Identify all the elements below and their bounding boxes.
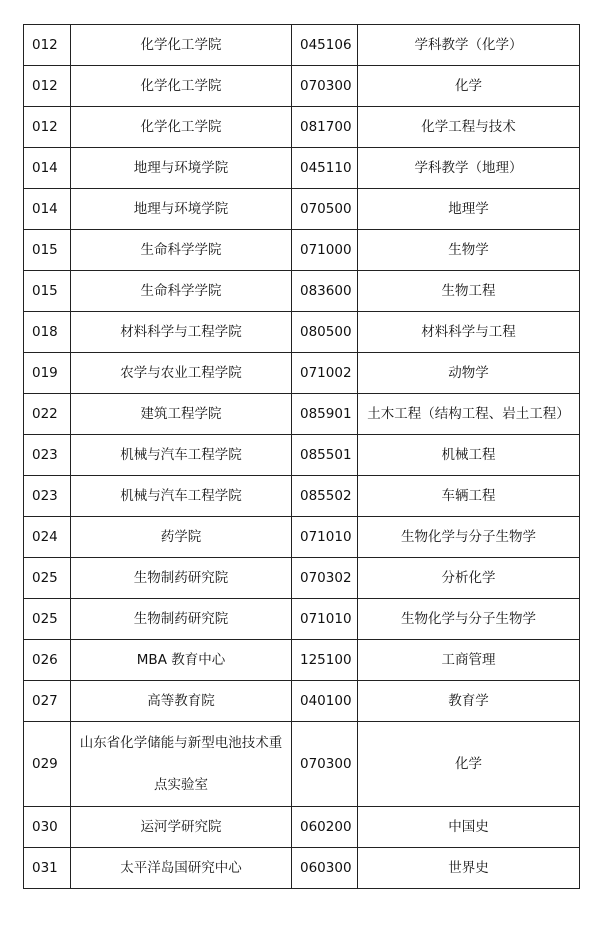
table-row [24,681,580,722]
table-row [24,107,580,148]
dept-name-cell: 化学化工学院 [71,25,292,66]
dept-code-cell: 018 [24,312,71,353]
dept-code-cell: 025 [24,599,71,640]
table-row [24,271,580,312]
major-code-cell: 045106 [292,25,358,66]
dept-code-cell: 025 [24,558,71,599]
major-code-cell: 071010 [292,599,358,640]
dept-code-cell: 029 [24,722,71,807]
major-code-cell: 060200 [292,807,358,848]
table-row [24,807,580,848]
major-code-cell: 085501 [292,435,358,476]
major-code-cell: 080500 [292,312,358,353]
table-row [24,435,580,476]
dept-code-cell: 024 [24,517,71,558]
major-name-cell: 化学 [358,66,580,107]
dept-name-cell: 运河学研究院 [71,807,292,848]
dept-code-cell: 030 [24,807,71,848]
major-code-cell: 060300 [292,848,358,889]
major-name-cell: 工商管理 [358,640,580,681]
dept-name-cell: MBA 教育中心 [71,640,292,681]
major-name-cell: 生物学 [358,230,580,271]
dept-code-cell: 012 [24,107,71,148]
major-name-cell: 机械工程 [358,435,580,476]
major-name-cell: 生物化学与分子生物学 [358,517,580,558]
dept-code-cell: 012 [24,66,71,107]
table-row [24,189,580,230]
major-code-cell: 085901 [292,394,358,435]
dept-name-cell: 山东省化学储能与新型电池技术重点实验室 [71,722,292,807]
table-row [24,640,580,681]
dept-code-cell: 027 [24,681,71,722]
dept-name-cell: 地理与环境学院 [71,189,292,230]
dept-name-cell: 机械与汽车工程学院 [71,476,292,517]
dept-code-cell: 022 [24,394,71,435]
table-row [24,848,580,889]
major-code-cell: 085502 [292,476,358,517]
dept-code-cell: 014 [24,148,71,189]
major-name-cell: 教育学 [358,681,580,722]
major-name-cell: 世界史 [358,848,580,889]
dept-code-cell: 014 [24,189,71,230]
table-row [24,517,580,558]
dept-name-cell: 材料科学与工程学院 [71,312,292,353]
dept-name-cell: 地理与环境学院 [71,148,292,189]
program-table [23,24,580,889]
dept-name-cell: 太平洋岛国研究中心 [71,848,292,889]
dept-name-cell: 药学院 [71,517,292,558]
table-row [24,25,580,66]
major-name-cell: 学科教学（化学） [358,25,580,66]
table-row [24,599,580,640]
major-name-cell: 动物学 [358,353,580,394]
major-name-cell: 车辆工程 [358,476,580,517]
major-code-cell: 125100 [292,640,358,681]
program-table-body [24,25,580,889]
dept-name-cell: 化学化工学院 [71,107,292,148]
table-row [24,148,580,189]
dept-code-cell: 023 [24,435,71,476]
table-row [24,66,580,107]
table-row [24,312,580,353]
table-row [24,722,580,807]
dept-code-cell: 015 [24,271,71,312]
dept-name-cell: 化学化工学院 [71,66,292,107]
major-name-cell: 地理学 [358,189,580,230]
table-row [24,230,580,271]
major-code-cell: 070300 [292,722,358,807]
major-code-cell: 070302 [292,558,358,599]
dept-code-cell: 023 [24,476,71,517]
dept-code-cell: 031 [24,848,71,889]
major-code-cell: 045110 [292,148,358,189]
major-name-cell: 学科教学（地理） [358,148,580,189]
table-row [24,558,580,599]
major-code-cell: 070300 [292,66,358,107]
dept-name-cell: 机械与汽车工程学院 [71,435,292,476]
dept-name-cell: 高等教育院 [71,681,292,722]
major-code-cell: 081700 [292,107,358,148]
dept-name-cell: 生物制药研究院 [71,599,292,640]
major-name-cell: 土木工程（结构工程、岩土工程） [358,394,580,435]
dept-name-cell: 生物制药研究院 [71,558,292,599]
dept-name-cell: 农学与农业工程学院 [71,353,292,394]
major-code-cell: 071000 [292,230,358,271]
major-name-cell: 中国史 [358,807,580,848]
table-row [24,353,580,394]
major-name-cell: 化学工程与技术 [358,107,580,148]
major-code-cell: 040100 [292,681,358,722]
major-name-cell: 分析化学 [358,558,580,599]
major-name-cell: 材料科学与工程 [358,312,580,353]
major-code-cell: 070500 [292,189,358,230]
major-code-cell: 071010 [292,517,358,558]
dept-name-cell: 生命科学学院 [71,230,292,271]
major-code-cell: 083600 [292,271,358,312]
dept-code-cell: 012 [24,25,71,66]
dept-code-cell: 019 [24,353,71,394]
dept-name-cell: 建筑工程学院 [71,394,292,435]
table-row [24,394,580,435]
major-name-cell: 生物化学与分子生物学 [358,599,580,640]
major-code-cell: 071002 [292,353,358,394]
major-name-cell: 化学 [358,722,580,807]
dept-code-cell: 026 [24,640,71,681]
major-name-cell: 生物工程 [358,271,580,312]
dept-name-cell: 生命科学学院 [71,271,292,312]
dept-code-cell: 015 [24,230,71,271]
table-row [24,476,580,517]
